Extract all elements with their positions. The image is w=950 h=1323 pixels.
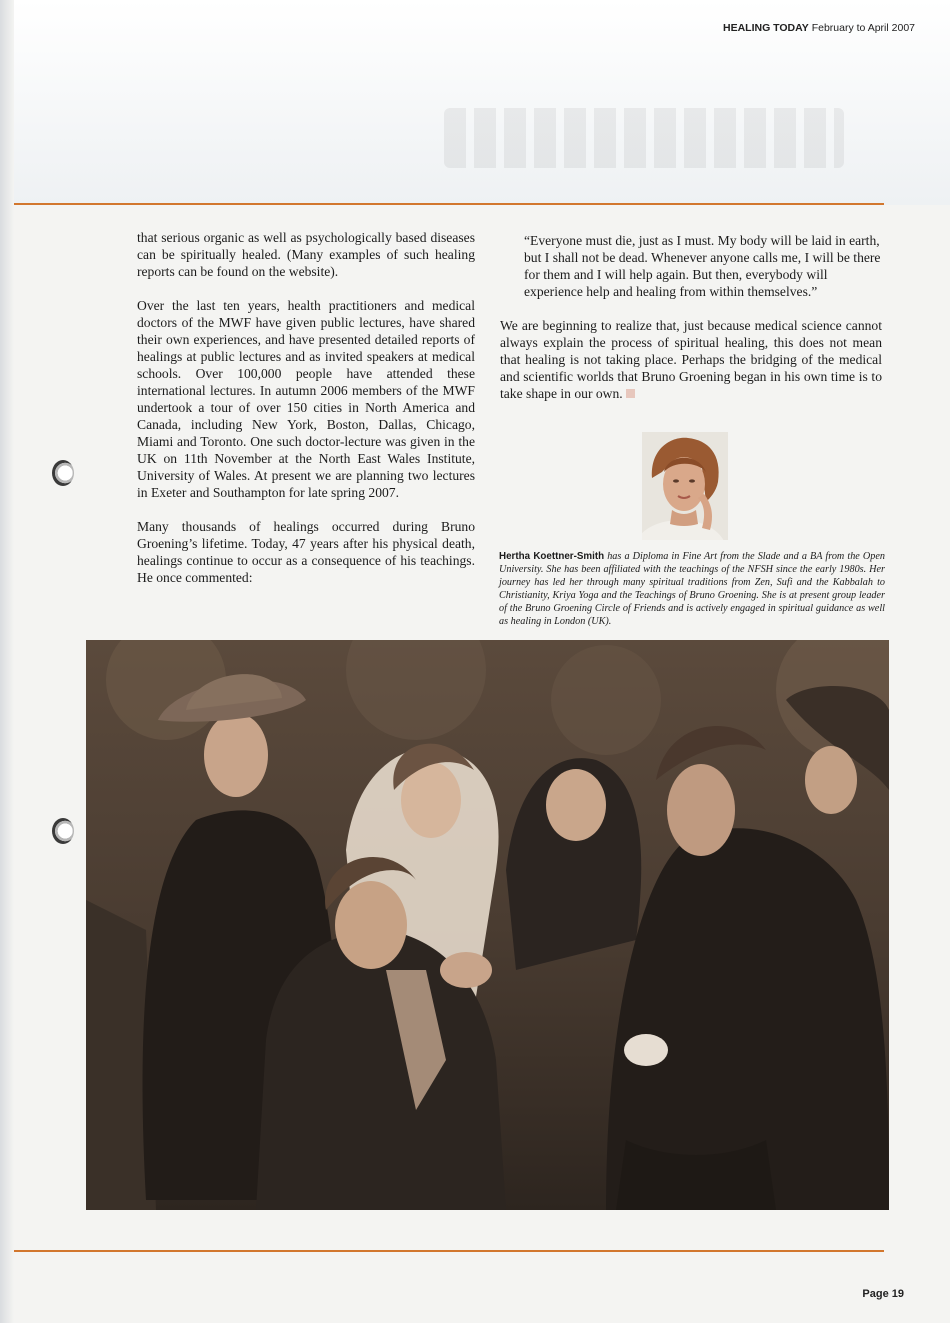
end-of-article-mark [626, 389, 635, 398]
closing-paragraph [500, 317, 882, 402]
binder-hole-icon [52, 460, 74, 486]
page-number: Page 19 [862, 1288, 904, 1300]
historic-photo-image [86, 640, 889, 1210]
paragraph: Many thousands of healings occurred during Bruno Groening’s lifetime. Today, 47 years after his physical death, healings continue to occur as a consequence of his teachings. He once commented: [137, 519, 475, 585]
author-portrait [642, 432, 728, 540]
author-name: Hertha Koettner-Smith [499, 551, 605, 562]
paragraph: that serious organic as well as psychologically based diseases can be spiritually healed. (Many examples of such healing reports can be found on the website). [137, 230, 475, 279]
page-gutter [0, 0, 14, 1323]
running-header [723, 22, 915, 34]
historic-healing-photograph [86, 640, 889, 1210]
article-left-column [137, 229, 475, 603]
top-rule [14, 203, 884, 205]
paragraph: Over the last ten years, health practitioners and medical doctors of the MWF have given public lectures, have shared their own experiences, and have presented detailed reports of healings at public lectures and as invited speakers at medical schools. Over 100,000 people have attended these international lectures. In autumn 2006 members of the MWF undertook a tour of over 150 cities in North America and Canada, including New York, Boston, Dallas, Chicago, Miami and Toronto. One such doctor-lecture was given in the UK on 11th November at the North East Wales Institute, University of Wales. At present we are planning two lectures in Exeter and Southampton for late spring 2007. [137, 298, 475, 500]
article-right-column [500, 232, 882, 419]
groening-quote: “Everyone must die, just as I must. My body will be laid in earth, but I shall not be dead. Whenever anyone calls me, I will be there for them and I will help again. But then, everybody will experience help and healing from within themselves.” [524, 233, 881, 299]
issue-date: February to April 2007 [811, 22, 915, 34]
author-portrait-image [642, 432, 728, 540]
author-bio-text: has a Diploma in Fine Art from the Slade and a BA from the Open University. She has been affiliated with the teachings of the NFSH since the early 1980s. Her journey has led her through many spiritual traditions from Zen, Sufi and the Kabbalah to Christianity, Kriya Yoga and the Teachings of Bruno Groening. She is at present group leader of the Bruno Groening Circle of Friends and is actively engaged in spiritual guidance as well as healing in London (UK). [499, 551, 885, 627]
bottom-rule [14, 1250, 884, 1252]
magazine-name: HEALING TODAY [723, 22, 809, 34]
binder-hole-icon [52, 818, 74, 844]
author-bio [499, 550, 885, 628]
show-through-heading [444, 108, 844, 168]
closing-text: We are beginning to realize that, just because medical science cannot always explain the process of spiritual healing, this does not mean that healing is not taking place. Perhaps the bridging of the medical and scientific worlds that Bruno Groening began in his own time is to take shape in our own. [500, 318, 882, 401]
